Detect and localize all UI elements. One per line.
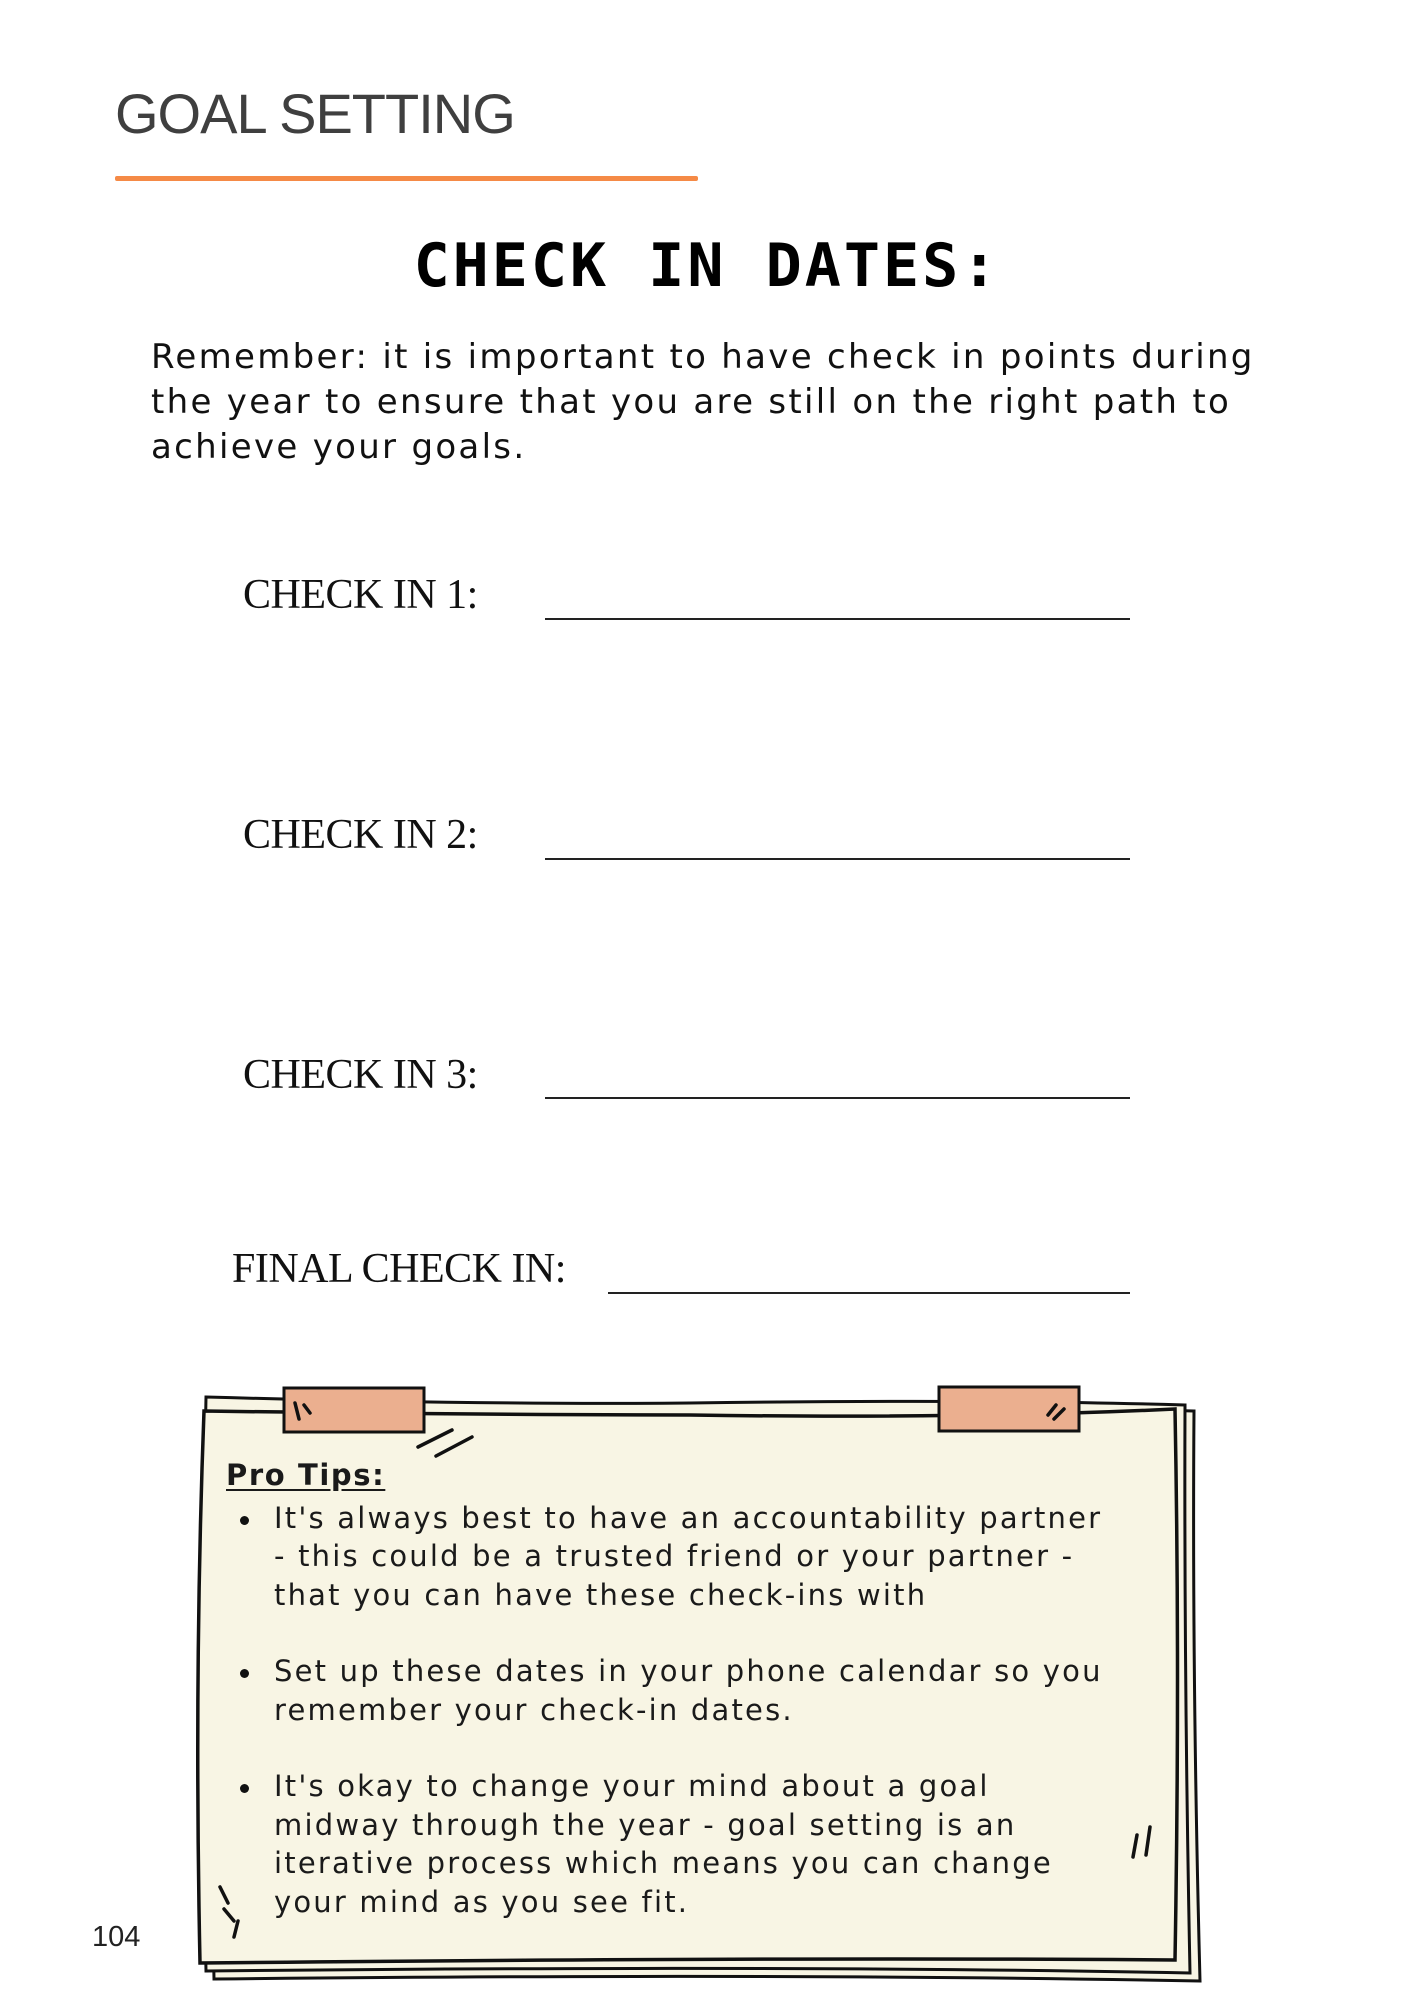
final-checkin-label: FINAL CHECK IN:: [232, 1246, 566, 1292]
final-checkin-field[interactable]: [608, 1292, 1130, 1294]
checkin-3-field[interactable]: [545, 1097, 1130, 1099]
tips-list: [226, 1499, 1106, 1922]
right-tape: [939, 1387, 1079, 1431]
checkin-2-label: CHECK IN 2:: [243, 812, 478, 858]
page-number: 104: [92, 1921, 141, 1953]
checkin-1-label: CHECK IN 1:: [243, 572, 478, 618]
tip-item: It's okay to change your mind about a goal midway through the year - goal setting is an iterative process which means you can change your mind as you see fit.: [226, 1767, 1106, 1921]
page-title: CHECK IN DATES:: [413, 231, 1001, 301]
section-title: GOAL SETTING: [115, 82, 515, 145]
left-tape: [284, 1388, 424, 1432]
tip-item: Set up these dates in your phone calendar so you remember your check-in dates.: [226, 1652, 1106, 1729]
checkin-2-field[interactable]: [545, 858, 1130, 860]
checkin-3-label: CHECK IN 3:: [243, 1052, 478, 1098]
intro-text: Remember: it is important to have check in points during the year to ensure that you are still on the right path to achieve your goals.: [151, 337, 1255, 467]
tip-item: It's always best to have an accountability partner - this could be a trusted friend or your partner - that you can have these check-ins with: [226, 1499, 1106, 1615]
checkin-1-field[interactable]: [545, 618, 1130, 620]
title-underline: [115, 176, 698, 181]
pro-tips-heading: Pro Tips:: [226, 1458, 386, 1492]
pro-tips: [226, 1458, 1106, 1959]
